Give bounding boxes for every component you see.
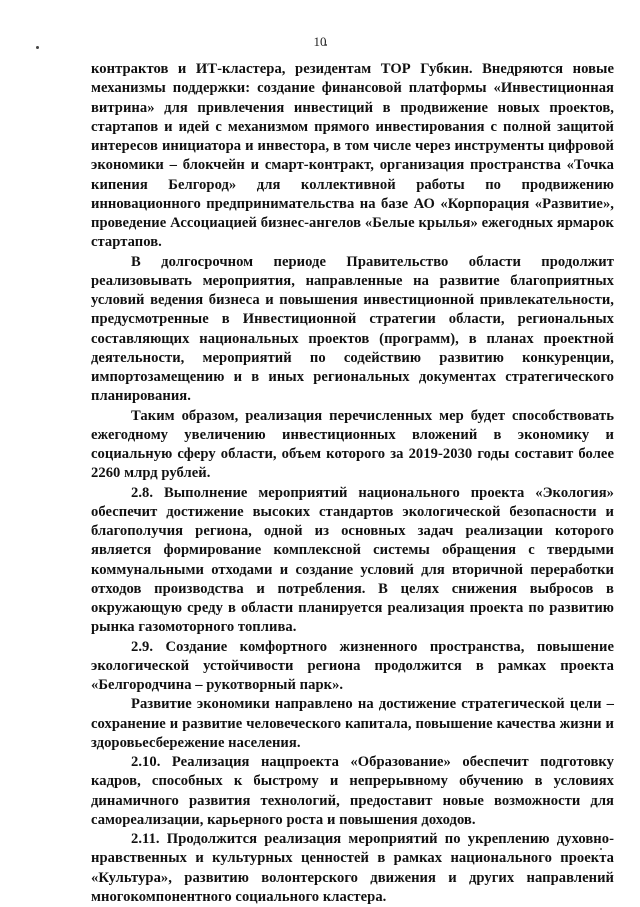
paragraph-investment-growth: Таким образом, реализация перечисленных мер будет способствовать ежегодному увеличению инвестиционных вложений в экономику и социальную сферу области, объем которого за 2019-2030 годы составит более 2260 млрд рублей. (91, 407, 614, 482)
paragraph-long-term-period: В долгосрочном периоде Правительство области продолжит реализовывать мероприятия, направленные на развитие благоприятных условий ведения бизнеса и повышения инвестиционной привлекательности, предусмотренные в Инвестиционной стратегии области, региональных составляющих национальных проектов (программ), в планах проектной деятельности, мероприятий по содействию развитию конкуренции, импортозамещению и в иных региональных документах стратегического планирования. (91, 253, 614, 405)
paragraph-culture-project: 2.11. Продолжится реализация мероприятий по укреплению духовно-нравственных и культурных ценностей в рамках национального проекта «Культура», развитию волонтерского движения и других направлений многокомпонентного социального кластера. (91, 831, 614, 905)
paragraph-ecology-project: 2.8. Выполнение мероприятий национального проекта «Экология» обеспечит достижение высоких стандартов экологической безопасности и благополучия региона, одной из основных задач реализации которого является формирование комплексной системы обращения с твердыми коммунальными отходами и создание условий для вторичной переработки отходов производства и потребления. В целях снижения выбросов в окружающую среду в области планируется реализация проекта по развитию рынка газомоторного топлива. (91, 484, 614, 636)
document-body (91, 60, 614, 907)
paragraph-education-project: 2.10. Реализация нацпроекта «Образование» обеспечит подготовку кадров, способных к быстрому и непрерывному обучению в условиях динамичного развития технологий, предоставит новые возможности для самореализации, карьерного роста и повышения доходов. (91, 754, 614, 828)
paragraph-investment-mechanisms: контрактов и ИТ-кластера, резидентам ТОР Губкин. Внедряются новые механизмы поддержки: создание финансовой платформы «Инвестиционная витрина» для привлечения инвестиций в продвижение новых проектов, стартапов и идей с механизмом прямого инвестирования с полной защитой интересов инициатора и инвестора, в том числе через инструменты цифровой экономики – блокчейн и смарт-контракт, организация пространства «Точка кипения Белгород» для коллективной работы по продвижению инновационного предпринимательства на базе АО «Корпорация «Развитие», проведение Ассоциацией бизнес-ангелов «Белые крылья» ежегодных ярмарок стартапов. (91, 61, 614, 251)
paragraph-living-space: 2.9. Создание комфортного жизненного пространства, повышение экологической устойчивости региона продолжится в рамках проекта «Белгородчина – рукотворный парк». (91, 638, 614, 693)
page-number: 10 (313, 34, 327, 49)
paragraph-human-capital: Развитие экономики направлено на достижение стратегической цели – сохранение и развитие человеческого капитала, повышение качества жизни и здоровьесбережение населения. (91, 696, 614, 751)
